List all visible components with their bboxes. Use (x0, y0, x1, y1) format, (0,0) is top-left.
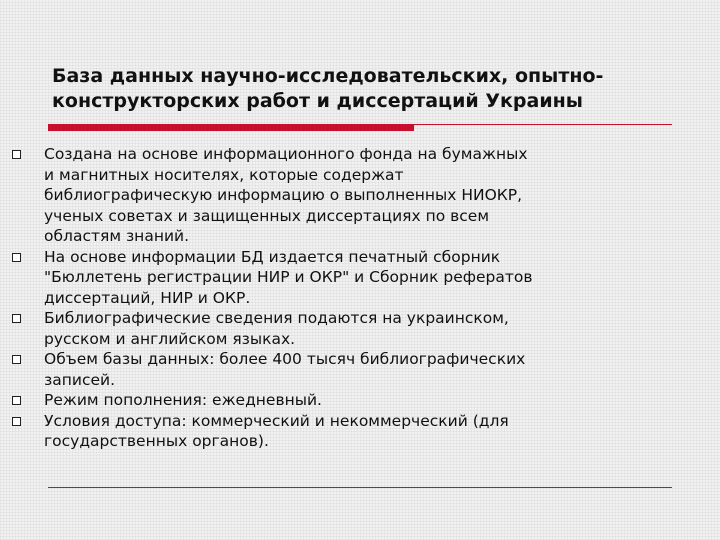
bullet-item-5 (0, 390, 720, 411)
bullet-text-6: Условия доступа: коммерческий и некоммерческий (для государственных органов). (44, 411, 509, 450)
footer-rule (48, 487, 672, 488)
bullet-text-2: На основе информации БД издается печатный сборник "Бюллетень регистрации НИР и ОКР" и Сборник рефератов диссертаций, НИР и ОКР. (44, 247, 533, 307)
slide-title-line-2: конструкторских работ и диссертаций Украины (52, 90, 583, 112)
title-underline-accent (48, 125, 414, 131)
bullet-text-3: Библиографические сведения подаются на украинском, русском и английском языках. (44, 309, 509, 348)
bullet-item-2 (0, 247, 720, 309)
bullet-item-6 (0, 411, 720, 452)
hollow-square-bullet-icon (12, 150, 21, 159)
hollow-square-bullet-icon (12, 417, 21, 426)
slide-title-line-1: База данных научно-исследовательских, опытно- (52, 65, 604, 87)
hollow-square-bullet-icon (12, 253, 21, 262)
slide-title (52, 64, 692, 114)
hollow-square-bullet-icon (12, 355, 21, 364)
bullet-text-1: Создана на основе информационного фонда на бумажных и магнитных носителях, которые содержат библиографическую информацию о выполненных НИОКР, ученых советах и защищенных диссертациях по всем областям знаний. (44, 145, 528, 245)
bullet-text-5: Режим пополнения: ежедневный. (44, 391, 322, 409)
bullet-list (0, 144, 720, 452)
bullet-text-4: Объем базы данных: более 400 тысяч библиографических записей. (44, 350, 526, 389)
hollow-square-bullet-icon (12, 396, 21, 405)
bullet-item-3 (0, 308, 720, 349)
bullet-item-4 (0, 349, 720, 390)
hollow-square-bullet-icon (12, 314, 21, 323)
bullet-item-1 (0, 144, 720, 247)
